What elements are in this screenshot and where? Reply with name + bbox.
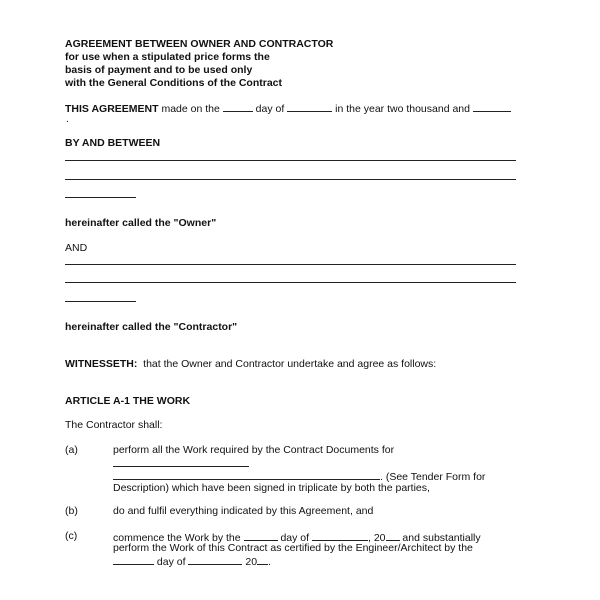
period-mark: . xyxy=(66,113,69,125)
contractor-designation: hereinafter called the "Contractor" xyxy=(65,321,238,333)
agreement-lead: THIS AGREEMENT xyxy=(65,103,159,115)
month-blank[interactable] xyxy=(287,101,332,112)
subtitle-line-1: for use when a stipulated price forms the xyxy=(65,51,270,63)
item-a-blank-1[interactable] xyxy=(113,466,249,467)
year-blank[interactable] xyxy=(473,101,511,112)
item-b-label: (b) xyxy=(65,505,78,517)
agreement-date-line xyxy=(65,101,511,115)
and-text: AND xyxy=(65,242,88,254)
witnesseth-text: that the Owner and Contractor undertake and agree as follows: xyxy=(137,358,437,370)
substantially-text: and substantially xyxy=(399,532,481,544)
commence-text: commence the Work by the xyxy=(113,532,244,544)
owner-name-line-1[interactable] xyxy=(65,160,516,161)
completion-day-of-text: day of xyxy=(154,556,189,568)
completion-day-blank[interactable] xyxy=(113,554,154,565)
owner-name-line-2[interactable] xyxy=(65,179,516,180)
subtitle-line-3: with the General Conditions of the Contract xyxy=(65,77,283,89)
by-and-between-heading: BY AND BETWEEN xyxy=(65,137,161,149)
contractor-name-line-2[interactable] xyxy=(65,282,516,283)
completion-period: . xyxy=(268,556,271,568)
made-on-text: made on the xyxy=(158,103,223,115)
day-blank[interactable] xyxy=(223,101,253,112)
completion-year-blank[interactable] xyxy=(257,554,268,565)
article-a1-title: ARTICLE A-1 THE WORK xyxy=(65,395,191,407)
witnesseth-line xyxy=(65,358,436,370)
owner-name-line-3[interactable] xyxy=(65,197,136,198)
completion-month-blank[interactable] xyxy=(188,554,242,565)
item-a-line-3-tail: . (See Tender Form for xyxy=(380,471,486,483)
item-c-label: (c) xyxy=(65,530,78,542)
subtitle-line-2: basis of payment and to be used only xyxy=(65,64,253,76)
item-c-line-3 xyxy=(113,554,271,568)
owner-designation: hereinafter called the "Owner" xyxy=(65,217,217,229)
contractor-name-line-1[interactable] xyxy=(65,264,516,265)
item-a-line-3 xyxy=(113,469,485,483)
item-b-text: do and fulfil everything indicated by this Agreement, and xyxy=(113,505,374,517)
contractor-shall-text: The Contractor shall: xyxy=(65,419,163,431)
item-a-line-1: perform all the Work required by the Contract Documents for xyxy=(113,444,395,456)
commence-year-prefix: , 20 xyxy=(367,532,386,544)
commence-day-of-text: day of xyxy=(277,532,312,544)
item-a-blank-2[interactable] xyxy=(113,469,380,480)
year-text: in the year two thousand and xyxy=(332,103,473,115)
item-a-label: (a) xyxy=(65,444,78,456)
day-of-text: day of xyxy=(252,103,288,115)
item-c-line-2: perform the Work of this Contract as certified by the Engineer/Architect by the xyxy=(113,542,473,554)
document-title: AGREEMENT BETWEEN OWNER AND CONTRACTOR xyxy=(65,38,334,50)
witnesseth-lead: WITNESSETH: xyxy=(65,358,138,370)
commence-year-blank[interactable] xyxy=(386,530,400,541)
completion-year-prefix: 20 xyxy=(242,556,258,568)
commence-month-blank[interactable] xyxy=(312,530,368,541)
commence-day-blank[interactable] xyxy=(244,530,278,541)
contractor-name-line-3[interactable] xyxy=(65,301,136,302)
item-a-line-4: Description) which have been signed in triplicate by both the parties, xyxy=(113,482,430,494)
